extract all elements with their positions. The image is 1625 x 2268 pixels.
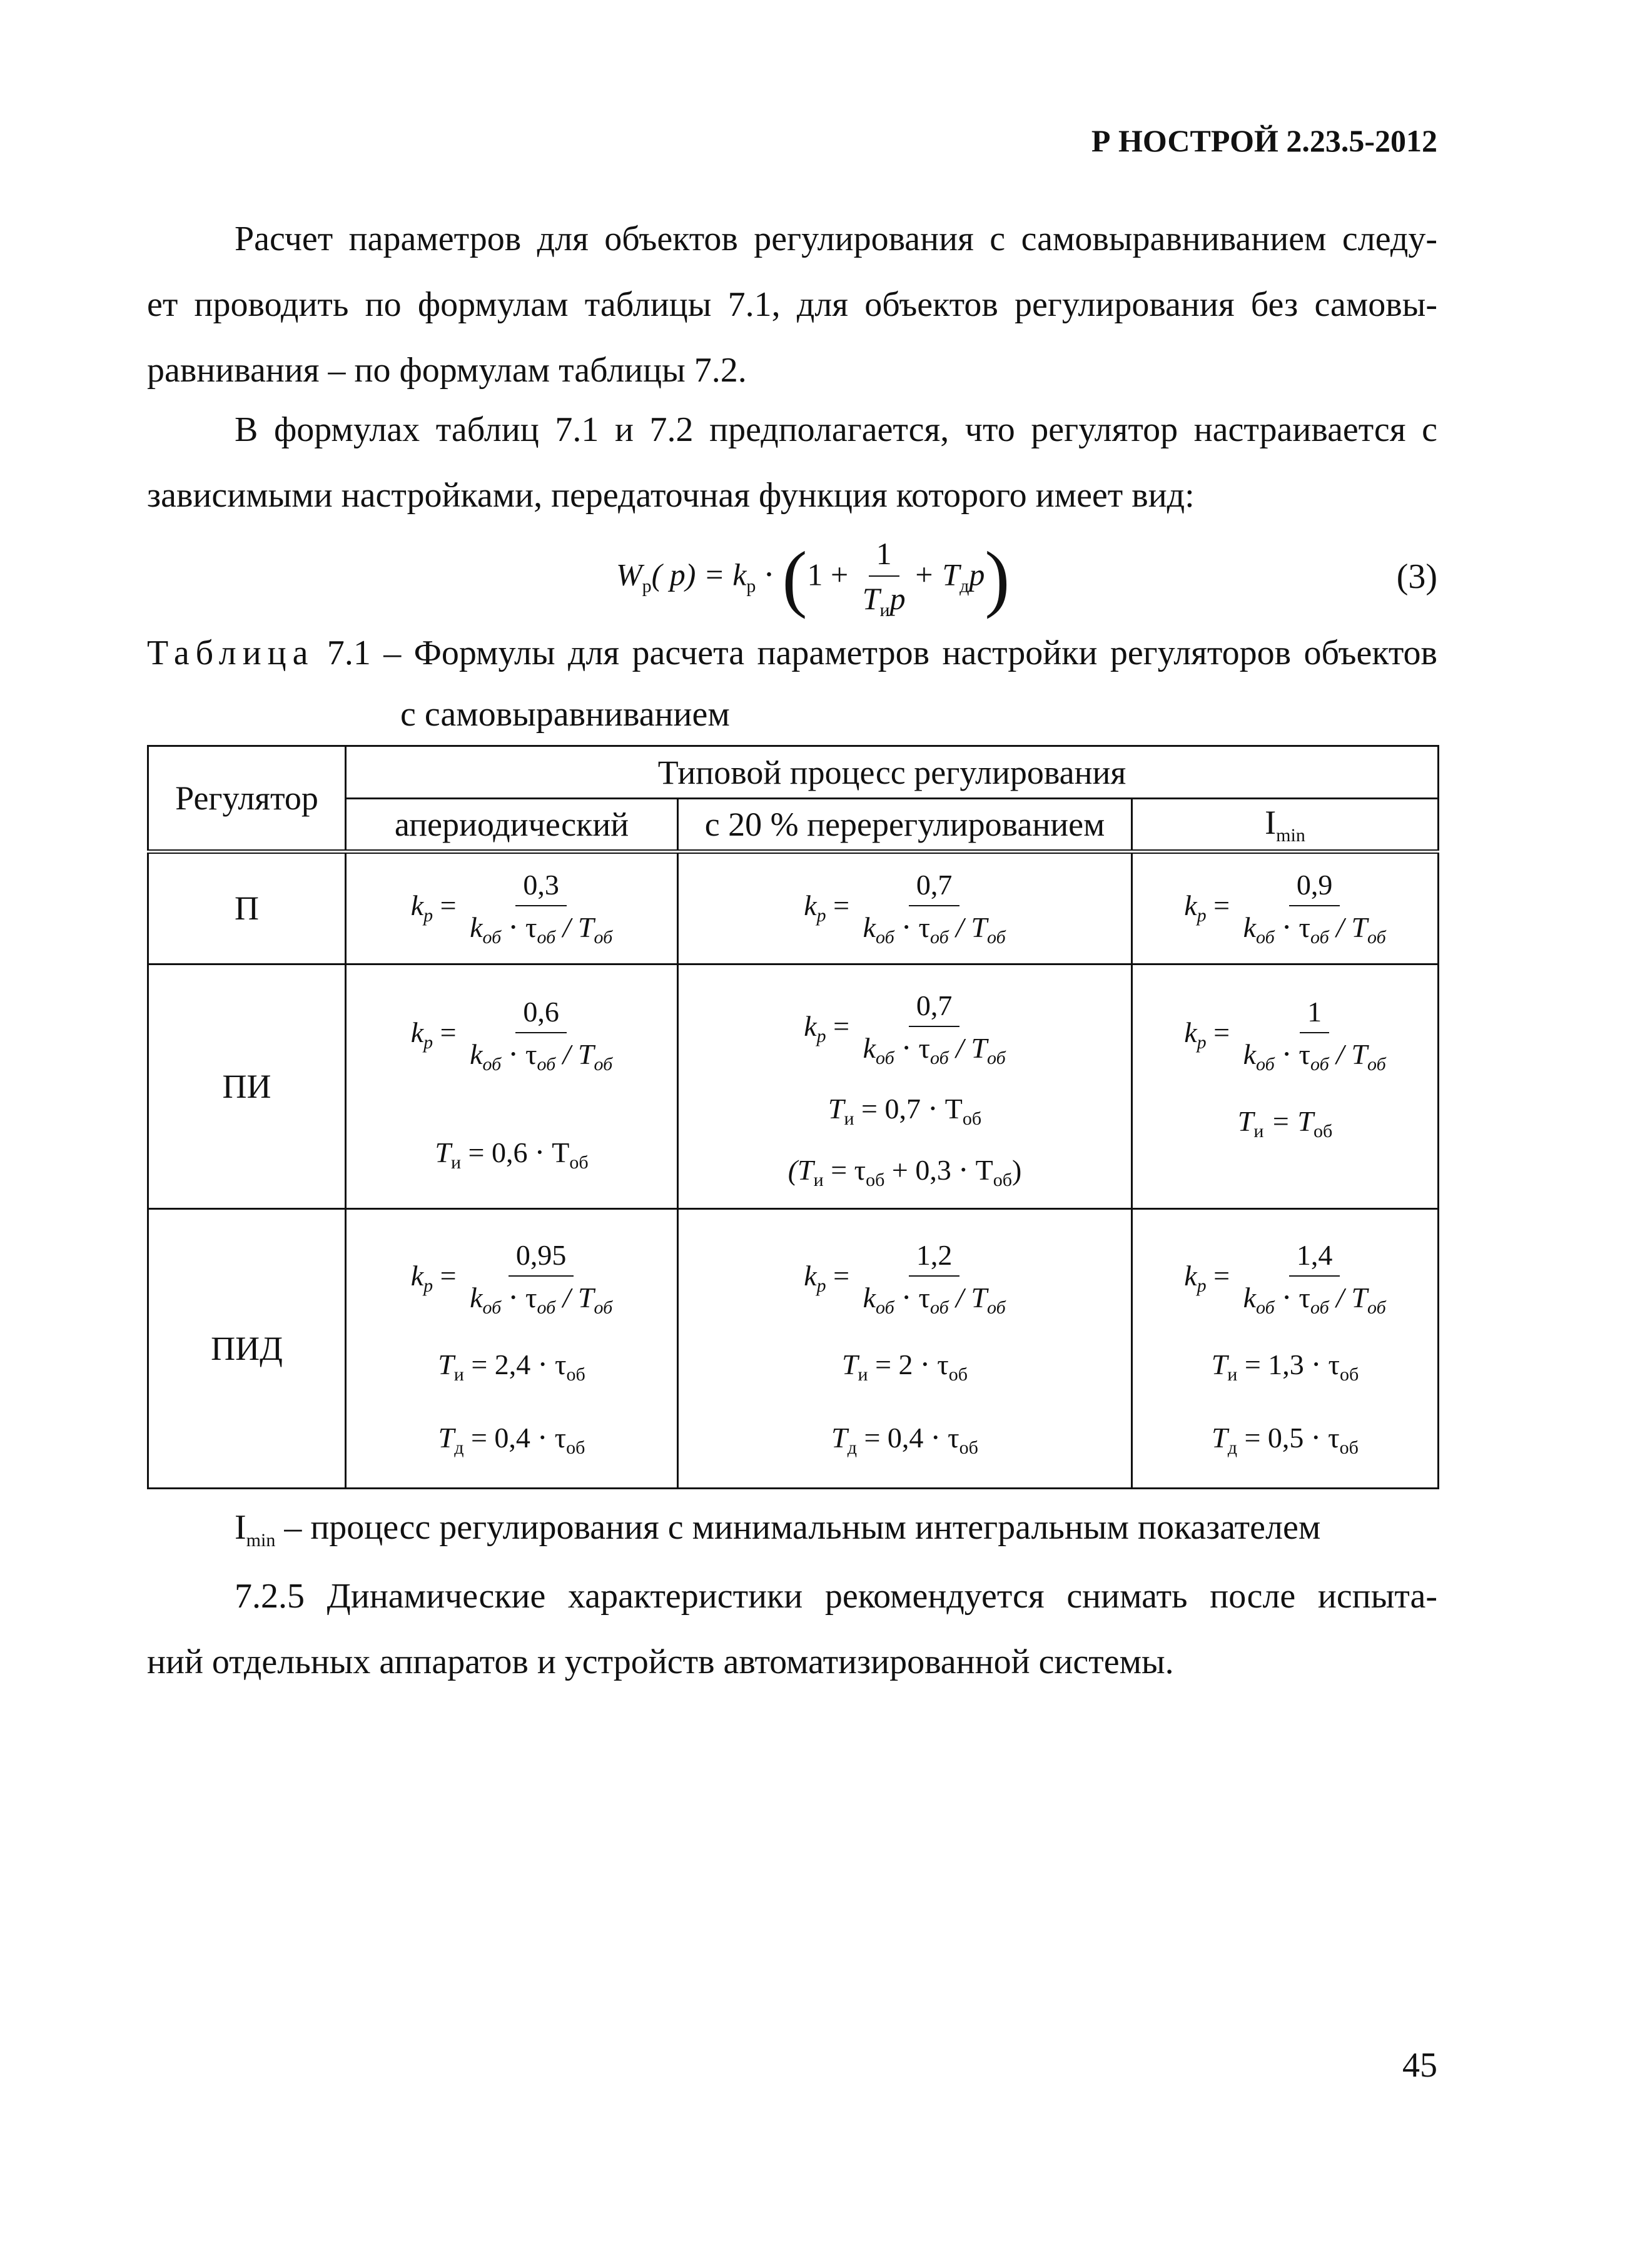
den-symbol: ⋅ τ [501, 1281, 537, 1314]
header-imin [1132, 799, 1439, 851]
header-regulator: Регулятор [148, 746, 346, 852]
kp-numerator: 1,2 [909, 1238, 960, 1277]
ti-symbol: T [1237, 1105, 1254, 1138]
ti-subscript: об [1314, 1121, 1333, 1142]
den-subscript: об [1310, 1297, 1329, 1319]
ti-subscript: и [844, 1108, 854, 1130]
den-symbol: ⋅ τ [894, 1281, 930, 1314]
paragraph-line: ний отдельных аппаратов и устройств автоматизированной системы. [147, 1643, 1174, 1681]
td-formula [438, 1422, 585, 1459]
kp-symbol: k [1184, 889, 1197, 921]
kp-symbol: k [410, 1259, 424, 1292]
ti-subscript: и [813, 1169, 824, 1190]
ti-formula [1237, 1105, 1333, 1142]
den-subscript: об [1310, 927, 1329, 948]
ti-value: = 0,6 ⋅ T [468, 1137, 570, 1169]
regulator-name: ПИ [148, 964, 346, 1209]
den-symbol: / T [555, 911, 594, 944]
td-symbol: T [438, 1422, 455, 1454]
header-overshoot: с 20 % перерегулированием [678, 799, 1132, 851]
den-symbol: ⋅ τ [1274, 911, 1310, 944]
kp-denominator [470, 906, 612, 948]
ti-subscript: и [453, 1364, 464, 1385]
table-row [148, 964, 1439, 1209]
ti-subscript: и [1253, 1121, 1264, 1142]
ti-subscript: и [1227, 1364, 1238, 1385]
kp-numerator: 0,9 [1289, 868, 1340, 906]
eq-operator: = [826, 1010, 857, 1042]
eq-subscript: и [879, 599, 890, 620]
den-symbol: ⋅ τ [894, 911, 930, 944]
table-caption-label: Таблица [147, 634, 315, 672]
td-subscript: д [847, 1437, 857, 1459]
kp-numerator: 0,7 [909, 989, 960, 1027]
eq-denominator [863, 577, 906, 621]
td-symbol: T [1212, 1422, 1228, 1454]
kp-denominator [470, 1277, 612, 1319]
eq-subscript: р [642, 575, 652, 597]
paragraph-line: В формулах таблиц 7.1 и 7.2 предполагается, что регулятор настраивается с [235, 410, 1437, 449]
eq-operator: = [1206, 889, 1237, 921]
kp-numerator: 0,95 [509, 1238, 574, 1277]
kp-subscript: р [423, 905, 433, 926]
td-value: = 0,5 ⋅ τ [1237, 1422, 1340, 1454]
kp-subscript: р [816, 1275, 826, 1296]
kp-denominator [1243, 1277, 1386, 1319]
ti-alt-formula [787, 1153, 1022, 1190]
ti-formula [828, 1093, 982, 1130]
footnote-text: – процесс регулирования с минимальным интегральным показателем [275, 1508, 1321, 1547]
den-subscript: об [1256, 1297, 1275, 1319]
kp-fraction [470, 995, 612, 1075]
den-symbol: / T [948, 911, 988, 944]
den-subscript: об [1256, 927, 1275, 948]
kp-subscript: р [1197, 905, 1207, 926]
eq-symbol: k [732, 557, 747, 592]
den-symbol: k [863, 911, 876, 944]
den-subscript: об [929, 927, 949, 948]
den-subscript: об [1256, 1054, 1275, 1075]
kp-denominator [1243, 1033, 1386, 1075]
ti-value: + 0,3 ⋅ T [884, 1153, 993, 1186]
kp-numerator: 1,4 [1289, 1238, 1340, 1277]
header-process-group: Типовой процесс регулирования [346, 746, 1439, 799]
imin-subscript: min [1276, 824, 1305, 846]
formula-cell [678, 851, 1132, 964]
eq-symbol: + T [905, 557, 960, 592]
den-symbol: / T [1329, 1038, 1368, 1071]
kp-fraction [470, 868, 612, 948]
left-paren-glyph: ( [782, 536, 807, 619]
paragraph-7-2-5 [147, 1564, 1437, 1695]
ti-subscript: об [569, 1152, 589, 1173]
den-symbol: k [1243, 911, 1257, 944]
header-aperiodic: апериодический [346, 799, 678, 851]
den-subscript: об [876, 1297, 894, 1319]
den-symbol: / T [1329, 1281, 1368, 1314]
kp-fraction [1243, 868, 1386, 948]
td-subscript: об [566, 1437, 585, 1459]
td-value: = 0,4 ⋅ τ [463, 1422, 567, 1454]
formula-cell [678, 964, 1132, 1209]
ti-value: ) [1011, 1153, 1022, 1186]
kp-fraction [1243, 1238, 1386, 1319]
eq-symbol: p [889, 580, 906, 616]
eq-symbol: p [969, 557, 985, 592]
paragraph-formulas [147, 397, 1437, 529]
den-symbol: / T [555, 1038, 594, 1071]
ti-symbol: T [841, 1349, 858, 1381]
td-formula [831, 1422, 978, 1459]
paragraph-line: Расчет параметров для объектов регулирования с самовыравниванием следу- [235, 220, 1437, 258]
den-symbol: / T [555, 1281, 594, 1314]
ti-subscript: об [1340, 1364, 1359, 1385]
eq-fraction [863, 535, 906, 621]
paragraph-line: ет проводить по формулам таблицы 7.1, для объектов регулирования без самовы- [147, 285, 1437, 324]
table-row [148, 851, 1439, 964]
formula-cell [1132, 964, 1439, 1209]
paragraph-line: 7.2.5 Динамические характеристики рекомендуется снимать после испыта- [235, 1577, 1437, 1616]
den-symbol: ⋅ τ [1274, 1038, 1310, 1071]
kp-symbol: k [410, 1016, 424, 1048]
kp-formula [804, 869, 1006, 948]
eq-operator: = [433, 889, 464, 921]
eq-operator: = [826, 889, 857, 921]
den-subscript: об [876, 927, 894, 948]
ti-symbol: (T [787, 1153, 814, 1186]
kp-formula [1184, 1238, 1386, 1319]
kp-denominator [863, 1027, 1006, 1069]
den-subscript: об [1367, 927, 1386, 948]
kp-subscript: р [816, 905, 826, 926]
den-subscript: об [929, 1048, 949, 1069]
table-caption-line2: с самовыравниванием [400, 695, 730, 734]
den-subscript: об [537, 1297, 556, 1319]
td-subscript: д [1227, 1437, 1237, 1459]
document-code-header: Р НОСТРОЙ 2.23.5-2012 [1091, 123, 1437, 158]
den-symbol: k [470, 911, 483, 944]
den-subscript: об [482, 1297, 502, 1319]
den-subscript: об [482, 927, 502, 948]
ti-value: = 0,7 ⋅ T [861, 1093, 963, 1125]
imin-symbol: I [1265, 803, 1277, 841]
kp-subscript: р [423, 1275, 433, 1296]
formula-cell [346, 1209, 678, 1489]
eq-numerator: 1 [869, 535, 899, 577]
paragraph-line: равнивания – по формулам таблицы 7.2. [147, 351, 747, 390]
den-symbol: / T [1329, 911, 1368, 944]
regulator-name: ПИД [148, 1209, 346, 1489]
eq-subscript: р [746, 575, 756, 597]
ti-subscript: об [962, 1108, 982, 1130]
den-subscript: об [594, 1054, 613, 1075]
ti-value: = τ [823, 1153, 866, 1186]
den-symbol: k [1243, 1281, 1257, 1314]
table-caption-text: 7.1 – Формулы для расчета параметров настройки регуляторов объектов [314, 634, 1437, 672]
ti-formula [841, 1349, 968, 1385]
kp-fraction [863, 1238, 1006, 1319]
kp-subscript: р [1197, 1275, 1207, 1296]
eq-operator: = [1206, 1259, 1237, 1292]
kp-numerator: 0,7 [909, 868, 960, 906]
eq-operator: = [433, 1259, 464, 1292]
ti-subscript: об [948, 1364, 968, 1385]
kp-formula [410, 1238, 613, 1319]
equation-number: (3) [1396, 557, 1437, 596]
formula-cell [678, 1209, 1132, 1489]
kp-numerator: 1 [1300, 995, 1329, 1033]
den-symbol: k [470, 1038, 483, 1071]
formula-cell [346, 851, 678, 964]
formula-cell [346, 964, 678, 1209]
ti-value: = 2 ⋅ τ [868, 1349, 949, 1381]
ti-subscript: об [566, 1364, 585, 1385]
eq-operator: = [826, 1259, 857, 1292]
den-subscript: об [594, 927, 613, 948]
den-subscript: об [987, 927, 1006, 948]
den-subscript: об [876, 1048, 894, 1069]
ti-symbol: T [1211, 1349, 1228, 1381]
imin-footnote [235, 1507, 1320, 1551]
kp-formula [410, 869, 613, 948]
eq-symbol: T [862, 580, 880, 616]
den-subscript: об [482, 1054, 502, 1075]
den-symbol: k [863, 1032, 876, 1065]
ti-formula [1211, 1349, 1359, 1385]
eq-symbol: W [616, 557, 642, 592]
kp-subscript: р [1197, 1032, 1207, 1053]
paragraph-line: зависимыми настройками, передаточная функция которого имеет вид: [147, 476, 1195, 515]
ti-symbol: T [828, 1093, 844, 1125]
eq-operator: = [433, 1016, 464, 1048]
ti-formula [438, 1349, 585, 1385]
ti-subscript: и [450, 1152, 462, 1173]
td-symbol: T [831, 1422, 848, 1454]
footnote-symbol: I [235, 1508, 246, 1547]
den-symbol: / T [948, 1281, 988, 1314]
regulator-settings-table [147, 745, 1439, 1489]
kp-fraction [863, 868, 1006, 948]
kp-numerator: 0,6 [515, 995, 567, 1033]
td-subscript: об [959, 1437, 978, 1459]
den-subscript: об [537, 927, 556, 948]
ti-symbol: T [438, 1349, 454, 1381]
kp-formula [1184, 869, 1386, 948]
den-symbol: k [470, 1281, 483, 1314]
den-subscript: об [987, 1048, 1006, 1069]
ti-formula [435, 1137, 589, 1173]
den-subscript: об [1310, 1054, 1329, 1075]
ti-subscript: об [993, 1169, 1012, 1190]
kp-subscript: р [816, 1026, 826, 1046]
kp-fraction [1243, 995, 1386, 1075]
regulator-name: П [148, 851, 346, 964]
kp-formula [1184, 996, 1386, 1075]
table-row [148, 1209, 1439, 1489]
den-symbol: ⋅ τ [1274, 1281, 1310, 1314]
page-number: 45 [1402, 2046, 1437, 2085]
den-subscript: об [594, 1297, 613, 1319]
den-subscript: об [537, 1054, 556, 1075]
eq-symbol: ( p) = [651, 557, 733, 592]
den-symbol: ⋅ τ [501, 911, 537, 944]
paragraph-calculation [147, 206, 1437, 403]
den-symbol: ⋅ τ [894, 1032, 930, 1065]
td-formula [1212, 1422, 1359, 1459]
transfer-function-equation [616, 535, 1010, 621]
td-subscript: об [1339, 1437, 1359, 1459]
ti-value: = 1,3 ⋅ τ [1237, 1349, 1340, 1381]
den-symbol: ⋅ τ [501, 1038, 537, 1071]
den-symbol: k [1243, 1038, 1257, 1071]
ti-symbol: T [435, 1137, 451, 1169]
den-subscript: об [987, 1297, 1006, 1319]
kp-formula [804, 1238, 1006, 1319]
table-caption [147, 633, 1437, 673]
ti-subscript: об [866, 1169, 885, 1190]
kp-fraction [470, 1238, 612, 1319]
footnote-subscript: min [246, 1530, 276, 1551]
den-symbol: k [863, 1281, 876, 1314]
kp-subscript: р [423, 1032, 433, 1053]
den-subscript: об [1367, 1054, 1386, 1075]
kp-denominator [1243, 906, 1386, 948]
kp-formula [410, 996, 613, 1075]
eq-operator: ⋅ [756, 557, 782, 592]
kp-fraction [863, 989, 1006, 1069]
kp-symbol: k [410, 889, 424, 921]
kp-symbol: k [1184, 1016, 1197, 1048]
formula-cell [1132, 851, 1439, 964]
right-paren-glyph: ) [985, 536, 1010, 619]
kp-formula [804, 990, 1006, 1069]
den-subscript: об [929, 1297, 949, 1319]
kp-symbol: k [804, 889, 817, 921]
den-subscript: об [1367, 1297, 1386, 1319]
eq-operator: = [1206, 1016, 1237, 1048]
td-value: = 0,4 ⋅ τ [856, 1422, 959, 1454]
kp-symbol: k [1184, 1259, 1197, 1292]
kp-denominator [863, 1277, 1006, 1319]
ti-value: = 2,4 ⋅ τ [463, 1349, 567, 1381]
kp-numerator: 0,3 [515, 868, 567, 906]
kp-denominator [470, 1033, 612, 1075]
kp-symbol: k [804, 1259, 817, 1292]
kp-symbol: k [804, 1010, 817, 1042]
ti-subscript: и [858, 1364, 868, 1385]
den-symbol: / T [948, 1032, 988, 1065]
formula-cell [1132, 1209, 1439, 1489]
ti-value: = T [1263, 1105, 1314, 1138]
eq-operator: 1 + [807, 557, 856, 592]
kp-denominator [863, 906, 1006, 948]
eq-subscript: д [959, 575, 969, 597]
td-subscript: д [454, 1437, 464, 1459]
